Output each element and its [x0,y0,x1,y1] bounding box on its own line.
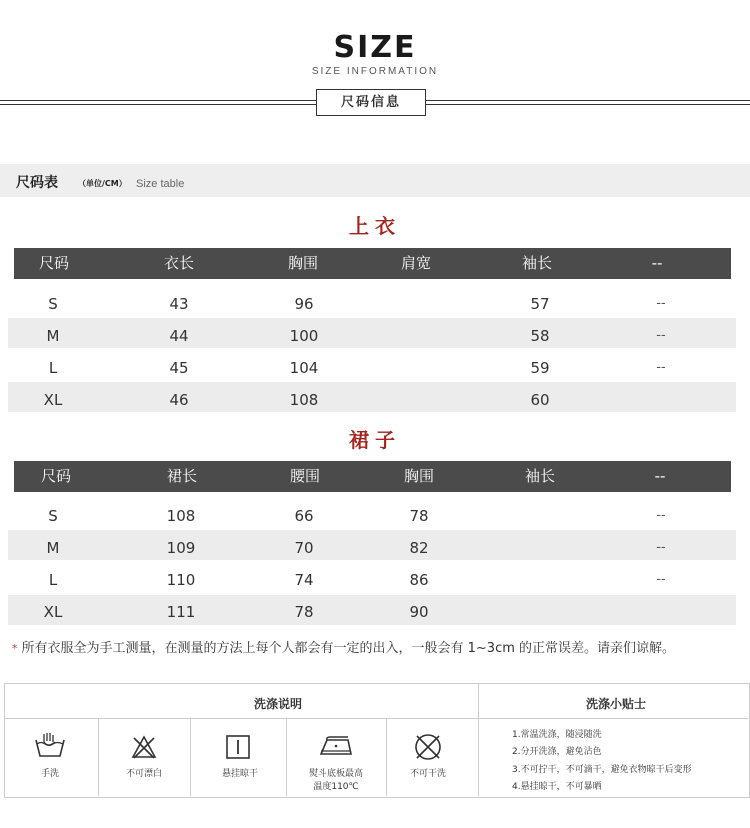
care-divider-4 [386,719,387,796]
table-row [0,502,750,530]
table-row [0,598,750,626]
table-row [0,290,750,318]
top-xl-chest: 108 [289,391,319,409]
skirt-m-length: 109 [166,539,196,557]
top-col-sleeve: 袖长 [521,254,553,272]
size-title: SIZE [333,30,417,65]
top-section-title: 上衣 [349,214,401,238]
no-bleach-label: 不可漂白 [125,769,162,779]
measurement-note [12,637,675,656]
skirt-s-size: S [48,507,58,525]
size-table-unit: （单位/CM） [78,179,127,188]
table-row [0,534,750,562]
header-divider-right [426,100,750,101]
skirt-l-extra: -- [656,572,666,587]
wash-instructions-title: 洗涤说明 [254,697,303,711]
size-table-english: Size table [136,178,185,190]
header-divider-left-2 [0,104,316,105]
top-s-extra: -- [656,296,666,311]
table-row [0,354,750,382]
skirt-col-waist: 腰围 [289,467,321,485]
top-l-chest: 104 [289,359,319,377]
skirt-s-length: 108 [166,507,196,525]
skirt-l-size: L [48,571,58,589]
no-bleach-icon [130,734,158,760]
wash-tip-1: 1.常温洗涤，随浸随洗 [512,730,602,740]
top-s-size: S [48,295,58,313]
size-table-title: 尺码表 [16,175,58,191]
top-table-header [14,248,731,279]
top-col-extra: -- [651,254,663,272]
note-star-icon: * [12,642,18,655]
top-xl-sleeve: 60 [530,391,550,409]
top-m-size: M [46,327,60,345]
care-divider-1 [98,719,99,796]
top-s-chest: 96 [294,295,314,313]
table-row [0,566,750,594]
top-col-chest: 胸围 [287,254,319,272]
skirt-col-extra: -- [654,467,666,485]
skirt-xl-waist: 78 [294,603,314,621]
no-dry-clean-icon [412,731,444,763]
skirt-s-waist: 66 [294,507,314,525]
no-dry-clean-label: 不可干洗 [409,769,446,779]
skirt-col-chest: 胸围 [403,467,435,485]
top-col-length: 衣长 [163,254,195,272]
iron-label-line2: 温度110℃ [313,782,359,792]
skirt-table-header [14,461,731,492]
top-xl-length: 46 [169,391,189,409]
skirt-xl-chest: 90 [409,603,429,621]
wash-tip-2: 2.分开洗涤，避免沾色 [512,747,602,757]
wash-tips-title: 洗涤小贴士 [586,697,647,711]
top-l-length: 45 [169,359,189,377]
top-m-chest: 100 [289,327,319,345]
skirt-xl-size: XL [43,603,63,621]
skirt-m-chest: 82 [409,539,429,557]
top-col-size: 尺码 [38,254,70,272]
care-divider-vertical [478,684,479,796]
hand-wash-icon [33,732,67,760]
iron-label-line1: 熨斗底板最高 [308,769,363,779]
skirt-m-extra: -- [656,540,666,555]
top-l-size: L [48,359,58,377]
skirt-col-size: 尺码 [40,467,72,485]
skirt-section-title: 裙子 [349,428,401,452]
hang-dry-label: 悬挂晾干 [221,769,258,779]
header-divider-left [0,100,316,101]
skirt-m-size: M [46,539,60,557]
wash-tip-3: 3.不可拧干，不可滴干，避免衣物晾干后变形 [512,765,692,775]
skirt-col-length: 裙长 [166,467,198,485]
top-s-sleeve: 57 [530,295,550,313]
size-info-tab: 尺码信息 [316,89,426,116]
skirt-xl-length: 111 [166,603,196,621]
top-col-shoulder: 肩宽 [400,254,432,272]
wash-tip-4: 4.悬挂晾干，不可暴晒 [512,782,602,792]
skirt-s-chest: 78 [409,507,429,525]
top-m-extra: -- [656,328,666,343]
iron-icon [318,734,354,758]
skirt-l-waist: 74 [294,571,314,589]
table-row [0,386,750,414]
care-divider-horizontal [5,718,748,719]
care-divider-2 [190,719,191,796]
care-divider-3 [286,719,287,796]
top-xl-size: XL [43,391,63,409]
skirt-s-extra: -- [656,508,666,523]
skirt-m-waist: 70 [294,539,314,557]
top-l-extra: -- [656,360,666,375]
top-s-length: 43 [169,295,189,313]
hang-dry-icon [224,734,252,760]
top-l-sleeve: 59 [530,359,550,377]
skirt-l-chest: 86 [409,571,429,589]
size-subtitle: SIZE INFORMATION [311,66,439,77]
table-row [0,322,750,350]
header-divider-right-2 [426,104,750,105]
top-m-sleeve: 58 [530,327,550,345]
skirt-l-length: 110 [166,571,196,589]
top-m-length: 44 [169,327,189,345]
note-text: 所有衣服全为手工测量，在测量的方法上每个人都会有一定的出入，一般会有 1~3cm 的正常误差。请亲们谅解。 [21,641,676,656]
skirt-col-sleeve: 袖长 [524,467,556,485]
hand-wash-label: 手洗 [40,769,59,779]
